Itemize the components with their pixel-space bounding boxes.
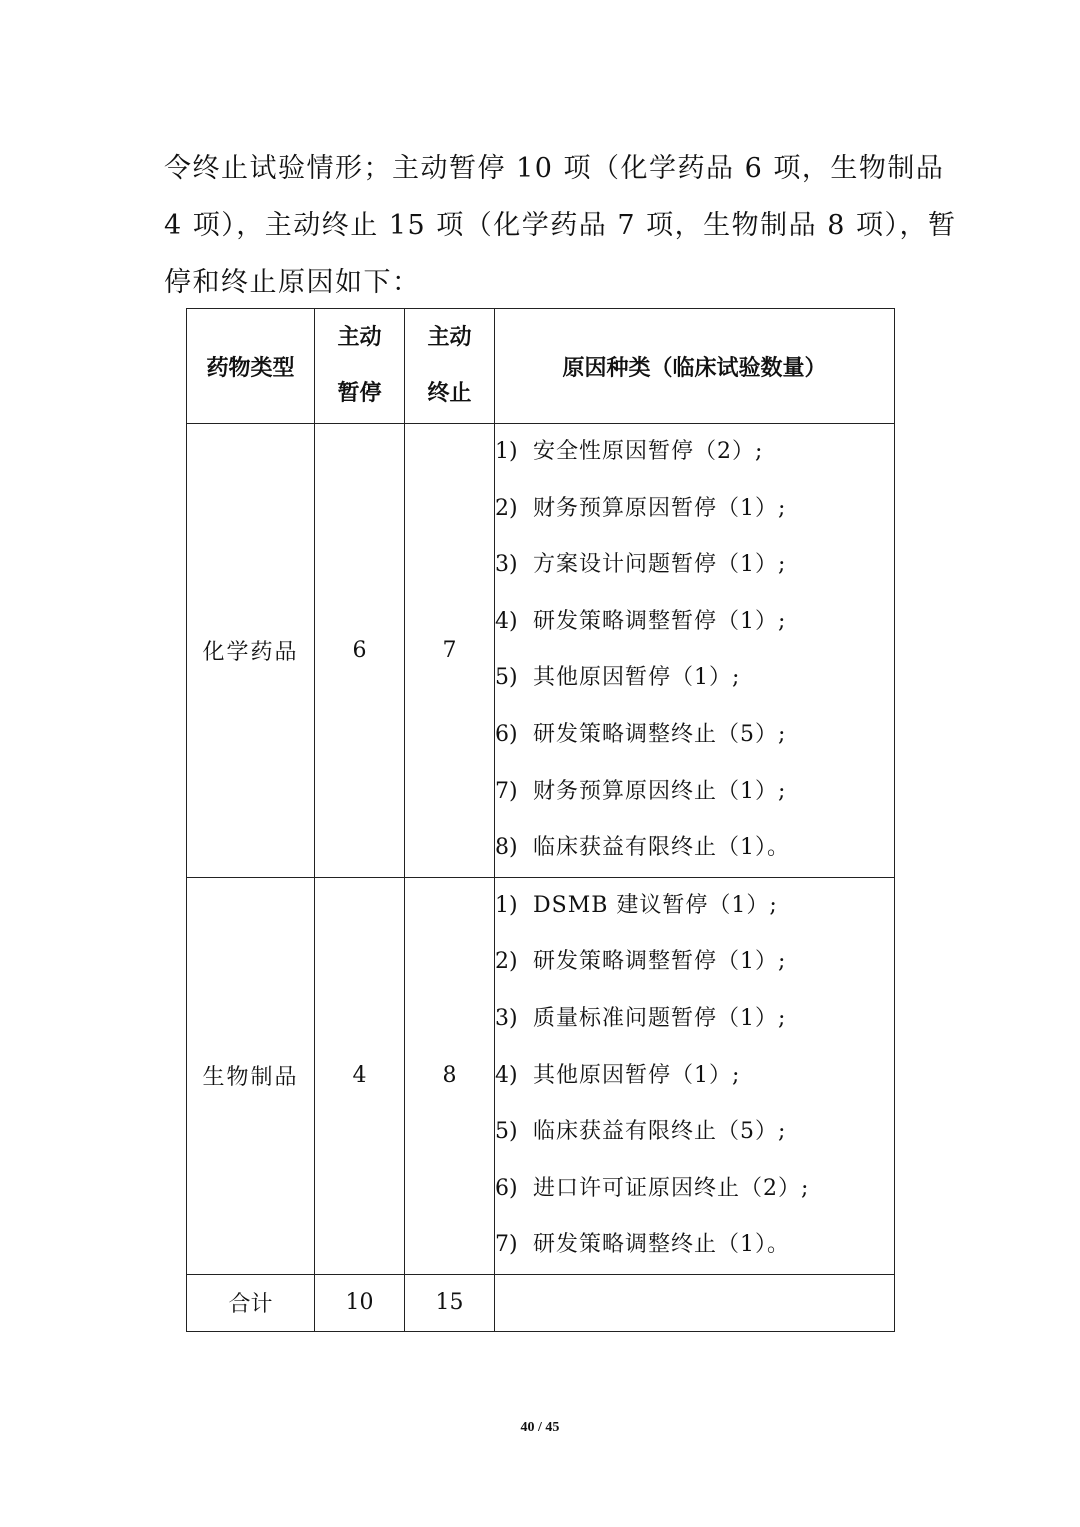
list-item — [495, 1161, 894, 1218]
list-item — [495, 934, 894, 991]
cell-total-reasons-empty — [495, 1274, 895, 1331]
table-row — [187, 877, 895, 1274]
header-drug-type: 药物类型 — [187, 309, 315, 424]
reason-text: 临床获益有限终止（5）; — [533, 1119, 787, 1145]
cell-paused-count: 4 — [315, 877, 405, 1274]
cell-reasons — [495, 877, 895, 1274]
reason-text: 其他原因暂停（1）; — [533, 665, 741, 691]
reason-number: 3) — [495, 1005, 518, 1031]
reason-number: 2) — [495, 495, 518, 521]
reason-number: 4) — [495, 608, 518, 634]
header-terminated — [405, 309, 495, 424]
cell-total-terminated: 15 — [405, 1274, 495, 1331]
header-paused-line2: 暂停 — [337, 381, 382, 406]
reason-number: 1) — [495, 439, 518, 464]
reason-text: 其他原因暂停（1）; — [533, 1062, 741, 1088]
reason-number: 7) — [495, 778, 518, 804]
list-item — [495, 1217, 894, 1274]
paragraph-line: 停和终止原因如下： — [164, 267, 421, 298]
cell-terminated-count: 8 — [405, 877, 495, 1274]
header-terminated-line1: 主动 — [427, 325, 472, 350]
reason-list — [495, 878, 894, 1274]
reason-number: 3) — [495, 552, 518, 578]
cell-terminated-count: 7 — [405, 424, 495, 878]
header-terminated-line2: 终止 — [427, 381, 472, 406]
reason-text: 研发策略调整暂停（1）; — [533, 608, 787, 634]
list-item — [495, 594, 894, 651]
reason-list — [495, 424, 894, 877]
cell-drug-type: 生物制品 — [187, 877, 315, 1274]
paragraph-line: 4 项），主动终止 15 项（化学药品 7 项，生物制品 8 项），暂 — [164, 210, 957, 241]
table-header-row — [187, 309, 895, 424]
reason-number: 4) — [495, 1062, 518, 1088]
list-item — [495, 991, 894, 1048]
paragraph-line: 令终止试验情形；主动暂停 10 项（化学药品 6 项，生物制品 — [164, 153, 945, 184]
reason-text: 研发策略调整暂停（1）; — [533, 949, 787, 975]
header-reasons: 原因种类（临床试验数量） — [495, 309, 895, 424]
reason-text: 研发策略调整终止（5）; — [533, 721, 787, 747]
reason-number: 6) — [495, 1175, 518, 1201]
reason-number: 5) — [495, 1119, 518, 1145]
header-paused-line1: 主动 — [337, 325, 382, 350]
list-item — [495, 707, 894, 764]
cell-drug-type: 化学药品 — [187, 424, 315, 878]
reason-number: 6) — [495, 721, 518, 747]
cell-total-label: 合计 — [187, 1274, 315, 1331]
list-item — [495, 650, 894, 707]
reason-text: 质量标准问题暂停（1）; — [533, 1005, 787, 1031]
reason-number: 1) — [495, 892, 518, 918]
reason-number: 7) — [495, 1232, 518, 1258]
reasons-table — [186, 308, 895, 1332]
header-paused — [315, 309, 405, 424]
reason-text: 研发策略调整终止（1）。 — [533, 1232, 790, 1258]
reason-text: 进口许可证原因终止（2）; — [533, 1175, 810, 1201]
table-total-row — [187, 1274, 895, 1331]
reason-text: 财务预算原因终止（1）; — [533, 778, 787, 804]
reason-number: 8) — [495, 835, 518, 861]
reason-text: 安全性原因暂停（2）; — [533, 439, 764, 464]
cell-reasons — [495, 424, 895, 878]
list-item — [495, 424, 894, 481]
list-item — [495, 1048, 894, 1105]
list-item — [495, 820, 894, 877]
list-item — [495, 878, 894, 935]
list-item — [495, 764, 894, 821]
cell-paused-count: 6 — [315, 424, 405, 878]
reason-text: 方案设计问题暂停（1）; — [533, 552, 787, 578]
list-item — [495, 537, 894, 594]
reason-text: DSMB 建议暂停（1）; — [533, 892, 778, 918]
list-item — [495, 1104, 894, 1161]
cell-total-paused: 10 — [315, 1274, 405, 1331]
page-number: 40 / 45 — [520, 1420, 560, 1435]
list-item — [495, 481, 894, 538]
reason-number: 2) — [495, 949, 518, 975]
body-paragraph — [164, 140, 957, 311]
table-row — [187, 424, 895, 878]
reason-text: 临床获益有限终止（1）。 — [533, 835, 790, 861]
reason-text: 财务预算原因暂停（1）; — [533, 495, 787, 521]
reason-number: 5) — [495, 665, 518, 691]
